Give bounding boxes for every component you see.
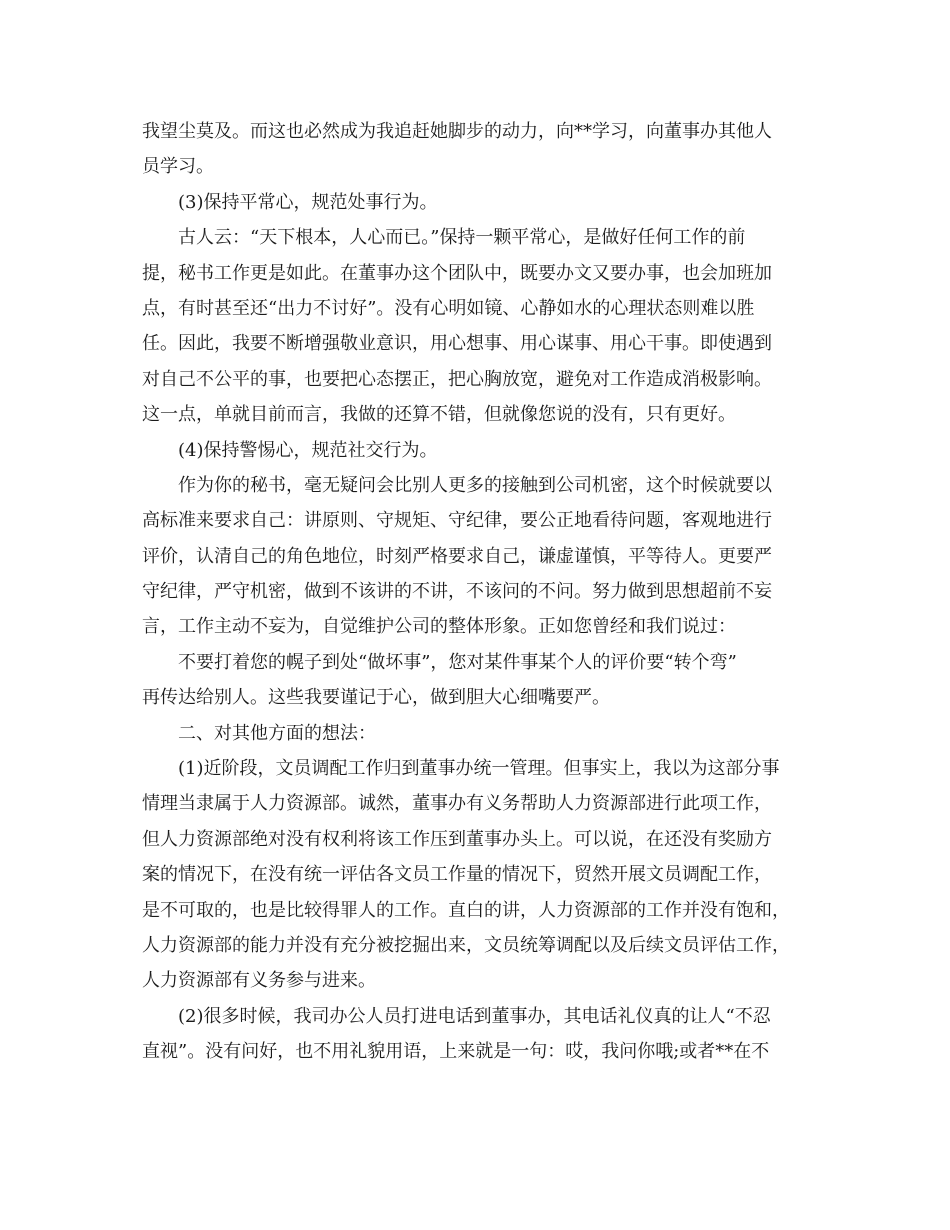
text-line: 任。因此，我要不断增强敬业意识，用心想事、用心谋事、用心干事。即使遇到 xyxy=(142,333,772,355)
text-line: (1)近阶段，文员调配工作归到董事办统一管理。但事实上，我以为这部分事 xyxy=(178,758,780,780)
text-line: (3)保持平常心，规范处事行为。 xyxy=(178,191,438,213)
text-line: (2)很多时候，我司办公人员打进电话到董事办，其电话礼仪真的让人“不忍 xyxy=(178,1005,771,1027)
text-line: 点，有时甚至还“出力不讨好”。没有心明如镜、心静如水的心理状态则难以胜 xyxy=(142,297,755,319)
text-line: 是不可取的，也是比较得罪人的工作。直白的讲，人力资源部的工作并没有饱和， xyxy=(142,899,790,921)
text-line: 情理当隶属于人力资源部。诚然，董事办有义务帮助人力资源部进行此项工作， xyxy=(142,793,772,815)
text-line: 这一点，单就目前而言，我做的还算不错，但就像您说的没有，只有更好。 xyxy=(142,404,736,426)
text-line: 高标准来要求自己：讲原则、守规矩、守纪律，要公正地看待问题，客观地进行 xyxy=(142,510,772,532)
text-line: 人力资源部有义务参与进来。 xyxy=(142,970,376,992)
text-line: 作为你的秘书，毫无疑问会比别人更多的接触到公司机密，这个时候就要以 xyxy=(178,474,772,496)
text-line: 再传达给别人。这些我要谨记于心，做到胆大心细嘴要严。 xyxy=(142,687,610,709)
text-line: 对自己不公平的事，也要把心态摆正，把心胸放宽，避免对工作造成消极影响。 xyxy=(142,368,772,390)
text-line: 守纪律，严守机密，做到不该讲的不讲，不该问的不问。努力做到思想超前不妄 xyxy=(142,581,772,603)
text-line: 不要打着您的幌子到处“做坏事”，您对某件事某个人的评价要“转个弯” xyxy=(178,651,737,673)
text-line: 提，秘书工作更是如此。在董事办这个团队中，既要办文又要办事，也会加班加 xyxy=(142,262,772,284)
text-line: 我望尘莫及。而这也必然成为我追赶她脚步的动力，向**学习，向董事办其他人 xyxy=(142,121,772,142)
text-line: 员学习。 xyxy=(142,156,214,178)
text-line: 评价，认清自己的角色地位，时刻严格要求自己，谦虚谨慎，平等待人。更要严 xyxy=(142,545,772,567)
text-line: 人力资源部的能力并没有充分被挖掘出来，文员统筹调配以及后续文员评估工作， xyxy=(142,934,790,956)
text-line: 但人力资源部绝对没有权利将该工作压到董事办头上。可以说，在还没有奖励方 xyxy=(142,828,772,850)
text-line: 直视”。没有问好，也不用礼貌用语，上来就是一句：哎，我问你哦;或者**在不 xyxy=(142,1041,770,1063)
text-line: 古人云：“天下根本，人心而已。”保持一颗平常心，是做好任何工作的前 xyxy=(178,227,746,249)
text-line: 案的情况下，在没有统一评估各文员工作量的情况下，贸然开展文员调配工作， xyxy=(142,864,772,886)
text-line: (4)保持警惕心，规范社交行为。 xyxy=(178,439,438,461)
document-body xyxy=(142,114,812,1070)
text-line: 二、对其他方面的想法： xyxy=(178,722,376,744)
text-line: 言，工作主动不妄为，自觉维护公司的整体形象。正如您曾经和我们说过： xyxy=(142,616,736,638)
